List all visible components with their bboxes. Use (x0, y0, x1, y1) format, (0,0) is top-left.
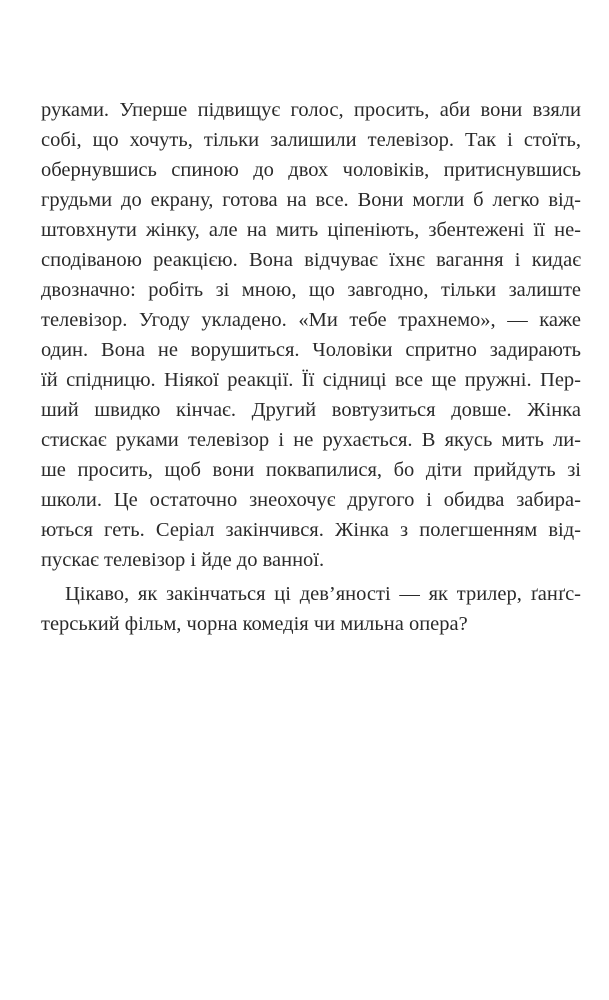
text-line: стискає руками телевізор і не рухається. В якусь мить ли- (41, 429, 581, 451)
text-line: ються геть. Серіал закінчився. Жінка з полегшенням від- (41, 519, 581, 541)
text-line: штовхнути жінку, але на мить ціпеніють, збентежені її не- (41, 219, 581, 241)
text-line: їй спідницю. Ніякої реакції. Її сідниці все ще пружні. Пер- (41, 369, 581, 391)
text-line: собі, що хочуть, тільки залишили телевізор. Так і стоїть, (41, 129, 581, 151)
text-line: ший швидко кінчає. Другий вовтузиться довше. Жінка (41, 399, 581, 421)
text-line: грудьми до екрану, готова на все. Вони могли б легко від- (41, 189, 581, 211)
text-line: один. Вона не ворушиться. Чоловіки спритно задирають (41, 339, 581, 361)
text-line: обернувшись спиною до двох чоловіків, притиснувшись (41, 159, 581, 181)
text-line: двозначно: робіть зі мною, що завгодно, тільки залиште (41, 279, 581, 301)
text-line: сподіваною реакцією. Вона відчуває їхнє вагання і кидає (41, 249, 581, 271)
text-line: школи. Це остаточно знеохочує другого і обидва забира- (41, 489, 581, 511)
paragraph-first-line: Цікаво, як закінчаться ці дев’яності — як трилер, ґанґс- (65, 583, 581, 605)
text-line: ше просить, щоб вони поквапилися, бо діти прийдуть зі (41, 459, 581, 481)
text-line: терський фільм, чорна комедія чи мильна опера? (41, 613, 468, 635)
text-line: руками. Уперше підвищує голос, просить, аби вони взяли (41, 99, 581, 121)
text-line: телевізор. Угоду укладено. «Ми тебе трахнемо», — каже (41, 309, 581, 331)
text-line: пускає телевізор і йде до ванної. (41, 549, 325, 571)
